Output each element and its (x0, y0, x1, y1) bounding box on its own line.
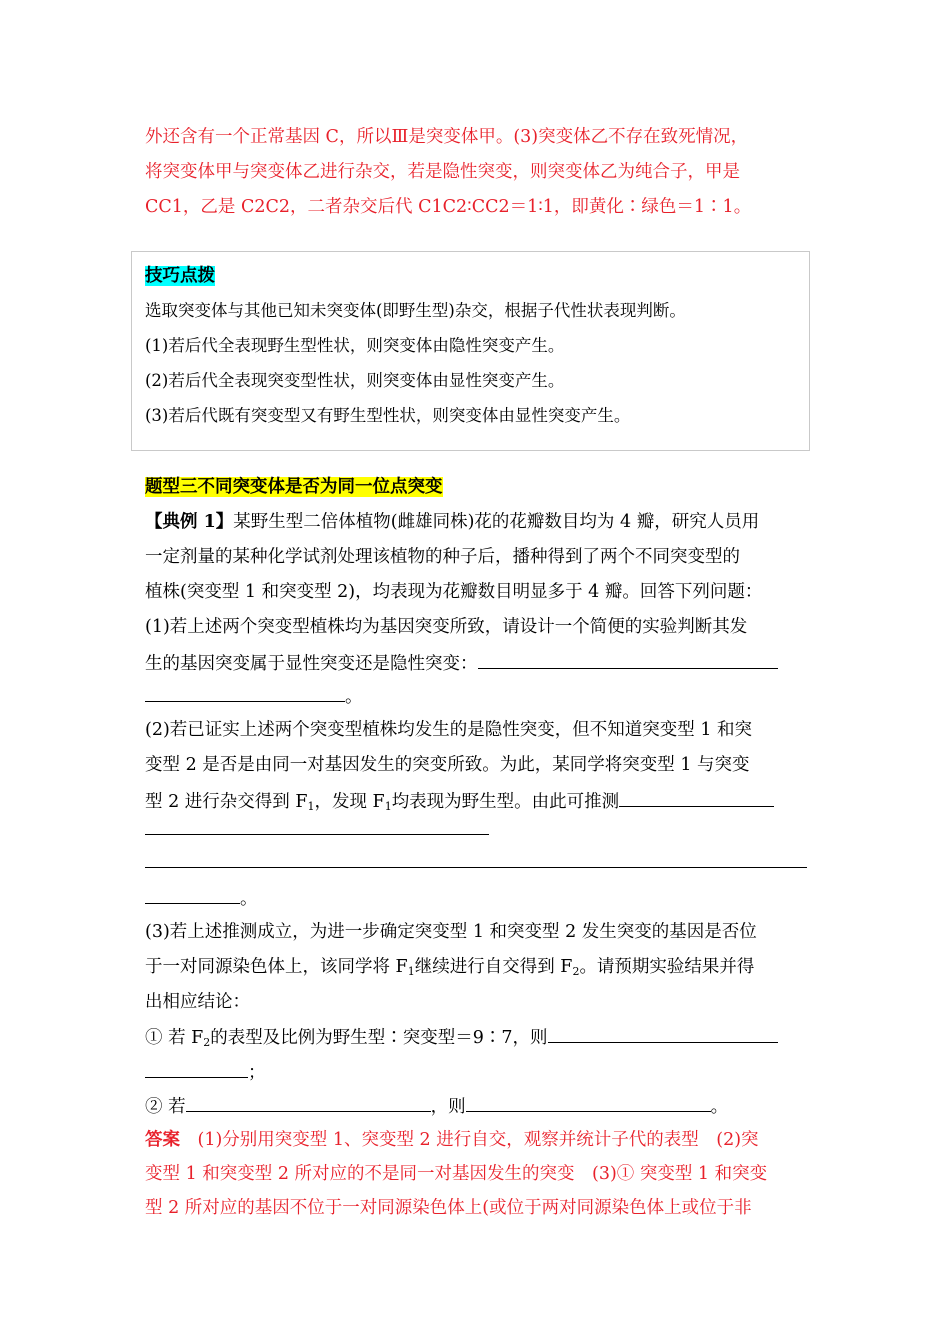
part2-end: 。 (240, 889, 258, 909)
part2-line-2: 变型 2 是否是由同一对基因发生的突变所致。为此，某同学将突变型 1 与突变 (145, 755, 750, 775)
part1-line-2 (145, 650, 778, 676)
part2-text-b: ，发现 F (314, 792, 385, 812)
answer-blank-2-cont[interactable] (145, 833, 489, 835)
answer-blank-1-cont[interactable] (145, 683, 345, 702)
part3-text-b: 继续进行自交得到 F (414, 957, 573, 977)
part1-end: 。 (345, 687, 363, 707)
section-title-text: 题型三不同突变体是否为同一位点突变 (145, 477, 443, 497)
example-question-1: 某野生型二倍体植物(雌雄同株)花的花瓣数目均为 4 瓣，研究人员用 (233, 512, 760, 532)
part2-text-c: 均表现为野生型。由此可推测 (391, 792, 620, 812)
subscript-f1b: 1 (384, 800, 392, 813)
tip-title-text: 技巧点拨 (145, 266, 215, 286)
result-1-text-b: 的表型及比例为野生型∶突变型＝9∶7，则 (210, 1028, 548, 1048)
tip-item-1: (1)若后代全表现野生型性状，则突变体由隐性突变产生。 (145, 336, 565, 355)
answer-line-2: 变型 1 和突变型 2 所对应的不是同一对基因发生的突变 (3)① 突变型 1 和突变 (145, 1164, 768, 1184)
result-2-line (145, 1093, 728, 1119)
explanation-line-3: CC1，乙是 C2C2，二者杂交后代 C1C2∶CC2＝1∶1，即黄化∶绿色＝1∶1。 (145, 197, 752, 217)
result-1-end: ； (248, 1063, 266, 1083)
answer-blank-4[interactable] (186, 1093, 431, 1112)
result-2-text-b: ，则 (430, 1097, 466, 1117)
result-2-end: 。 (710, 1097, 729, 1117)
answer-blank-2-cont-2[interactable] (145, 866, 807, 868)
tip-item-3: (3)若后代既有突变型又有野生型性状，则突变体由显性突变产生。 (145, 406, 631, 425)
part3-text-a: 于一对同源染色体上，该同学将 F (145, 957, 408, 977)
part3-text-c: 。请预期实验结果并得 (579, 957, 755, 977)
subscript-f1c: 1 (407, 965, 415, 978)
answer-label: 答案 (145, 1130, 180, 1150)
part3-line-2 (145, 955, 754, 979)
example-line-2: 一定剂量的某种化学试剂处理该植物的种子后，播种得到了两个不同突变型的 (145, 547, 740, 567)
answer-line-1 (145, 1128, 759, 1152)
part3-line-1: (3)若上述推测成立，为进一步确定突变型 1 和突变型 2 发生突变的基因是否位 (145, 922, 757, 942)
example-line-1 (145, 510, 759, 534)
section-title (145, 475, 443, 499)
answer-blank-5[interactable] (466, 1093, 711, 1112)
part2-line-3 (145, 788, 774, 814)
answer-blank-1[interactable] (478, 650, 778, 669)
example-line-3: 植株(突变型 1 和突变型 2)，均表现为花瓣数目明显多于 4 瓣。回答下列问题： (145, 582, 763, 602)
part2-line-end (145, 885, 258, 911)
part1-line-1: (1)若上述两个突变型植株均为基因突变所致，请设计一个简便的实验判断其发 (145, 617, 748, 637)
result-2-text-a: ② 若 (145, 1097, 186, 1117)
answer-text-1: (1)分别用突变型 1、突变型 2 进行自交，观察并统计子代的表型 (2)突 (197, 1130, 759, 1150)
example-label: 【典例 1】 (145, 512, 234, 532)
tip-title (145, 264, 215, 288)
answer-blank-2-cont-3[interactable] (145, 885, 240, 904)
part3-line-3: 出相应结论： (145, 992, 250, 1012)
part1-text: 生的基因突变属于显性突变还是隐性突变： (145, 654, 478, 674)
answer-blank-2[interactable] (619, 788, 774, 807)
subscript-f2a: 2 (572, 965, 580, 978)
answer-line-3: 型 2 所对应的基因不位于一对同源染色体上(或位于两对同源染色体上或位于非 (145, 1198, 752, 1218)
answer-blank-3[interactable] (548, 1024, 778, 1043)
tip-intro: 选取突变体与其他已知未突变体(即野生型)杂交，根据子代性状表现判断。 (145, 301, 686, 320)
explanation-line-2: 将突变体甲与突变体乙进行杂交，若是隐性突变，则突变体乙为纯合子，甲是 (145, 162, 740, 182)
result-1-text-a: ① 若 F (145, 1028, 204, 1048)
result-1-line-2 (145, 1059, 266, 1085)
part2-line-1: (2)若已证实上述两个突变型植株均发生的是隐性突变，但不知道突变型 1 和突 (145, 720, 753, 740)
subscript-f2b: 2 (203, 1036, 211, 1049)
subscript-f1a: 1 (307, 800, 315, 813)
tip-item-2: (2)若后代全表现突变型性状，则突变体由显性突变产生。 (145, 371, 565, 390)
explanation-line-1: 外还含有一个正常基因 C，所以Ⅲ是突变体甲。(3)突变体乙不存在致死情况， (145, 127, 749, 147)
answer-blank-3-cont[interactable] (145, 1059, 248, 1078)
result-1-line (145, 1024, 778, 1050)
part1-line-3 (145, 683, 363, 709)
part2-text-a: 型 2 进行杂交得到 F (145, 792, 308, 812)
